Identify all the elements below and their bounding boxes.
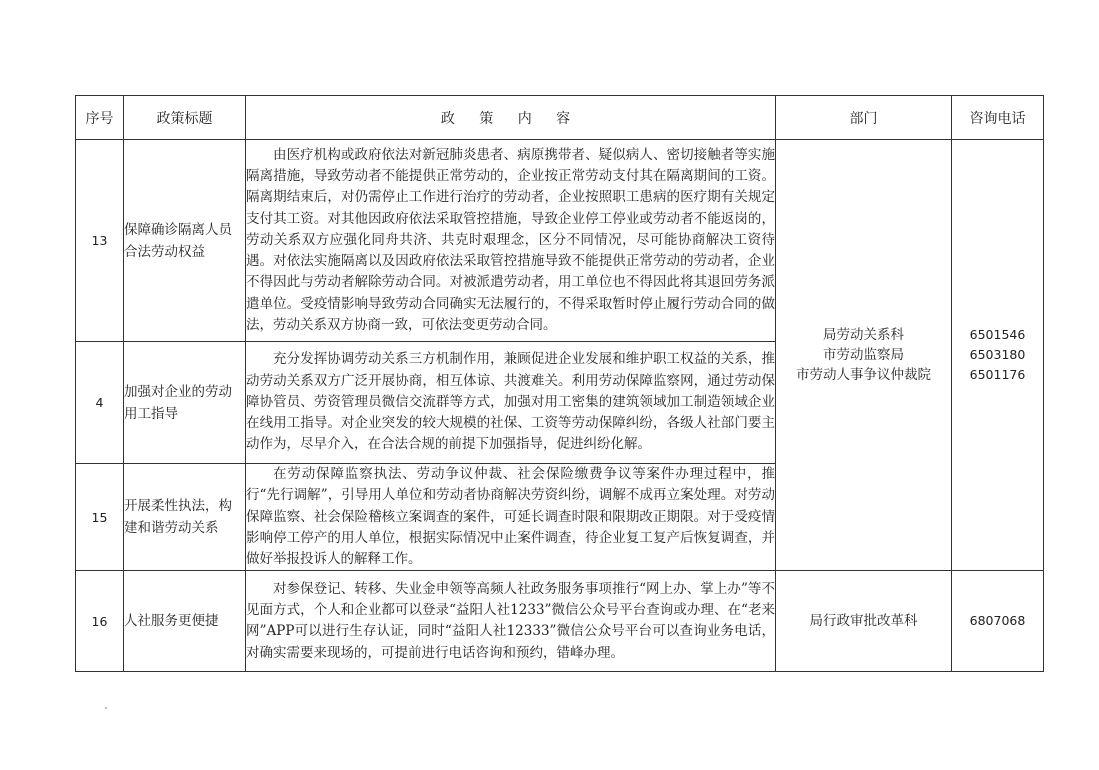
row-number: 15 bbox=[76, 464, 124, 571]
department-name: 市劳动监察局 bbox=[823, 347, 904, 364]
policy-title: 开展柔性执法，构建和谐劳动关系 bbox=[124, 464, 246, 571]
policy-title: 保障确诊隔离人员合法劳动权益 bbox=[124, 140, 246, 342]
phone-number: 6501176 bbox=[969, 367, 1026, 383]
policy-content-text: 充分发挥协调劳动关系三方机制作用，兼顾促进企业发展和维护职工权益的关系，推动劳动关系双方广泛开展协商，相互体谅、共渡难关。利用劳动保障监察网，通过劳动保障协管员、劳资管理员微信交流群等方式，加强对用工密集的建筑领域加工制造领域企业在线用工指导。对企业突发的较大规模的社保、工资等劳动保障纠纷，各级人社部门要主动作为，尽早介入，在合法合规的前提下加强指导，促进纠纷化解。 bbox=[246, 351, 775, 453]
table-row bbox=[76, 140, 1044, 342]
row-number: 13 bbox=[76, 140, 124, 342]
department-name: 局劳动关系科 bbox=[823, 327, 904, 344]
table-row bbox=[76, 571, 1044, 672]
policy-content bbox=[246, 342, 776, 464]
phone-cell bbox=[952, 140, 1044, 571]
phone-number: 6503180 bbox=[969, 347, 1026, 363]
policy-content bbox=[246, 140, 776, 342]
row-number: 4 bbox=[76, 342, 124, 464]
row-number: 16 bbox=[76, 571, 124, 672]
header-no: 序号 bbox=[76, 96, 124, 140]
header-title: 政策标题 bbox=[124, 96, 246, 140]
department-cell bbox=[776, 140, 952, 571]
header-dept: 部门 bbox=[776, 96, 952, 140]
header-phone: 咨询电话 bbox=[952, 96, 1044, 140]
scan-mark bbox=[105, 707, 107, 709]
department-cell: 局行政审批改革科 bbox=[776, 571, 952, 672]
department-name: 市劳动人事争议仲裁院 bbox=[796, 367, 931, 384]
policy-table bbox=[75, 95, 1044, 672]
policy-content-text: 由医疗机构或政府依法对新冠肺炎患者、病原携带者、疑似病人、密切接触者等实施隔离措施，导致劳动者不能提供正常劳动的，企业按正常劳动支付其在隔离期间的工资。隔离期结束后，对仍需停止工作进行治疗的劳动者，企业按照职工患病的医疗期有关规定支付其工资。对其他因政府依法采取管控措施，导致企业停工停业或劳动者不能返岗的，劳动关系双方应强化同舟共济、共克时艰理念，区分不同情况，尽可能协商解决工资待遇。对依法实施隔离以及因政府依法采取管控措施导致不能提供正常劳动的劳动者，企业不得因此与劳动者解除劳动合同。对被派遣劳动者，用工单位也不得因此将其退回劳务派遣单位。受疫情影响导致劳动合同确实无法履行的，不得采取暂时停止履行劳动合同的做法，劳动关系双方协商一致，可依法变更劳动合同。 bbox=[246, 146, 775, 334]
phone-cell: 6807068 bbox=[952, 571, 1044, 672]
phone-number: 6501546 bbox=[969, 327, 1026, 343]
policy-content-text: 在劳动保障监察执法、劳动争议仲裁、社会保险缴费争议等案件办理过程中，推行“先行调解”，引导用人单位和劳动者协商解决劳资纠纷，调解不成再立案处理。对劳动保障监察、社会保险稽核立案调查的案件，可延长调查时限和限期改正期限。对于受疫情影响停工停产的用人单位，根据实际情况中止案件调查，待企业复工复产后恢复调查，并做好举报投诉人的解释工作。 bbox=[246, 466, 775, 568]
policy-content bbox=[246, 571, 776, 672]
header-row bbox=[76, 96, 1044, 140]
policy-content bbox=[246, 464, 776, 571]
policy-title: 加强对企业的劳动用工指导 bbox=[124, 342, 246, 464]
policy-content-text: 对参保登记、转移、失业金申领等高频人社政务服务事项推行“网上办、掌上办”等不见面方式，个人和企业都可以登录“益阳人社1233”微信公众号平台查询或办理、在“老来网”APP可以进行生存认证，同时“益阳人社12333”微信公众号平台可以查询业务电话，对确实需要来现场的，可提前进行电话咨询和预约，错峰办理。 bbox=[246, 580, 775, 661]
policy-title: 人社服务更便捷 bbox=[124, 571, 246, 672]
header-content: 政 策 内 容 bbox=[246, 96, 776, 140]
